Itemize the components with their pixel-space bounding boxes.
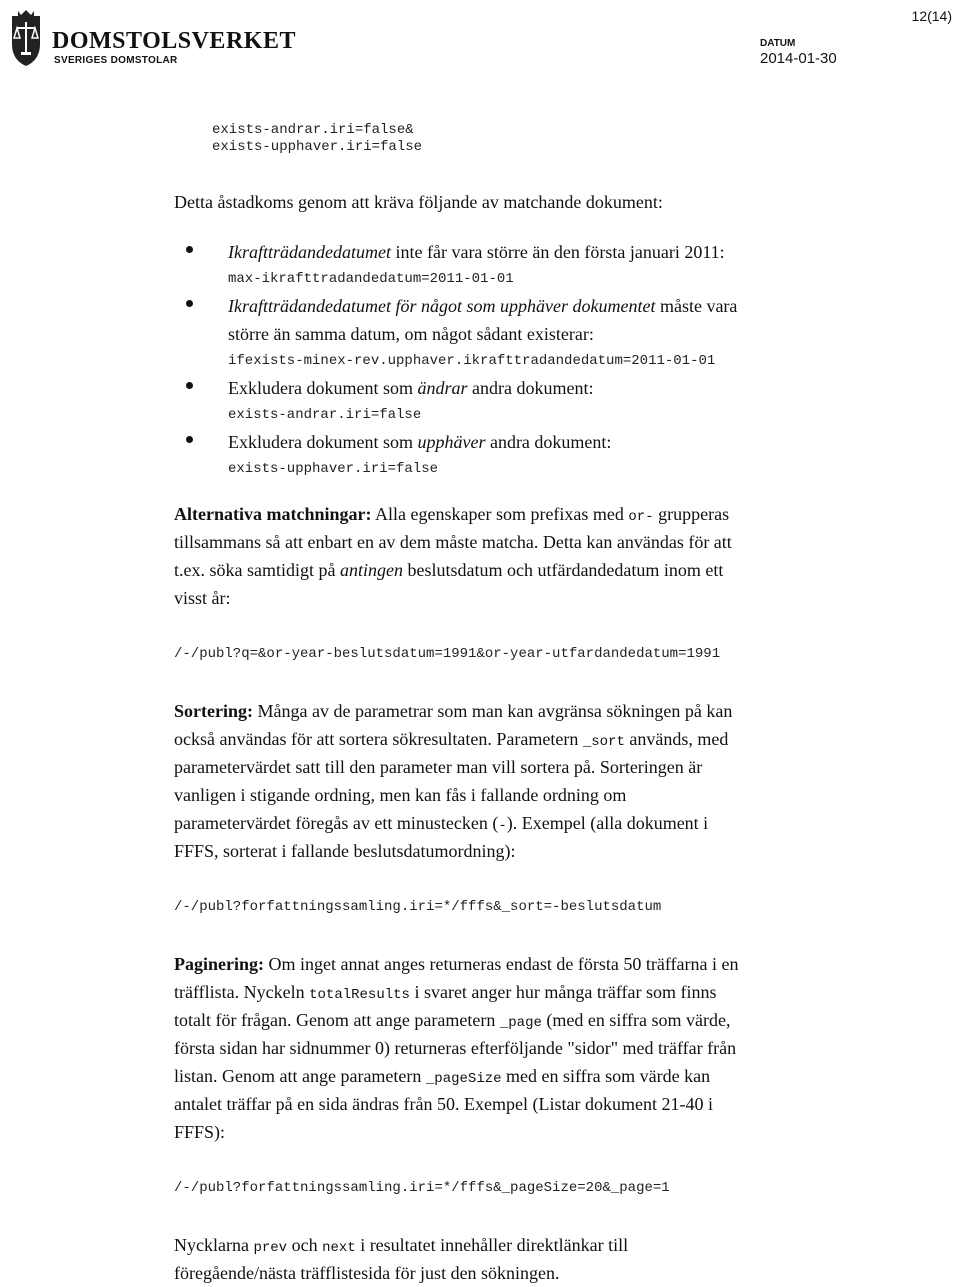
bullet-icon [186, 382, 193, 389]
sort-paragraph-line: parametervärdet föregås av ett minustecken (-). Exempel (alla dokument i [174, 813, 709, 834]
date-value: 2014-01-30 [760, 50, 837, 67]
alt-example-code: /-/publ?q=&or-year-beslutsdatum=1991&or-year-utfardandedatum=1991 [174, 646, 721, 662]
bullet-icon [186, 436, 193, 443]
date-label: DATUM [760, 38, 796, 49]
page-heading: Paginering: [174, 954, 264, 974]
page-paragraph-line: totalt för frågan. Genom att ange parametern _page (med en siffra som värde, [174, 1010, 731, 1031]
bullet-text: Exkludera dokument som upphäver andra dokument: [228, 432, 612, 452]
alt-heading: Alternativa matchningar: [174, 504, 372, 524]
bullet-code: exists-upphaver.iri=false [228, 461, 439, 477]
sort-paragraph-line: Sortering: Många av de parametrar som man kan avgränsa sökningen på kan [174, 701, 733, 721]
sort-heading: Sortering: [174, 701, 253, 721]
sort-paragraph-line: vanligen i stigande ordning, men kan fås i fallande ordning om [174, 785, 627, 805]
list-item [186, 374, 906, 428]
list-item [186, 428, 906, 482]
page-number: 12(14) [911, 8, 952, 24]
sort-example-code: /-/publ?forfattningssamling.iri=*/fffs&_sort=-beslutsdatum [174, 899, 662, 915]
bullet-code: max-ikrafttradandedatum=2011-01-01 [228, 271, 514, 287]
page-paragraph-line: träfflista. Nyckeln totalResults i svaret anger hur många träffar som finns [174, 982, 717, 1003]
bullet-code: exists-andrar.iri=false [228, 407, 422, 423]
brand-name: DOMSTOLSVERKET [52, 28, 296, 54]
code-line: exists-upphaver.iri=false [212, 139, 423, 155]
page-paragraph-line: första sidan har sidnummer 0) returneras efterföljande "sidor" med träffar från [174, 1038, 737, 1058]
sort-paragraph-line: parametervärdet satt till den parameter man vill sortera på. Sorteringen är [174, 757, 703, 777]
final-paragraph-line: föregående/nästa träfflistesida för just den sökningen. [174, 1263, 560, 1283]
bullet-text: Ikraftträdandedatumet inte får vara större än den första januari 2011: [228, 242, 725, 262]
page-example-code: /-/publ?forfattningssamling.iri=*/fffs&_pageSize=20&_page=1 [174, 1180, 670, 1196]
alt-paragraph-line: tillsammans så att enbart en av dem måste matcha. Detta kan användas för att [174, 532, 732, 552]
sort-paragraph-line: också användas för att sortera sökresultaten. Parametern _sort används, med [174, 729, 729, 750]
final-paragraph-line: Nycklarna prev och next i resultatet innehåller direktlänkar till [174, 1235, 629, 1256]
intro-paragraph: Detta åstadkoms genom att kräva följande av matchande dokument: [174, 192, 663, 212]
bullet-text: Ikraftträdandedatumet för något som upphäver dokumentet måste vara [228, 296, 738, 316]
requirements-list [186, 238, 906, 482]
alt-paragraph-line: visst år: [174, 588, 231, 608]
page-paragraph-line: FFFS): [174, 1122, 226, 1142]
sort-paragraph-line: FFFS, sorterat i fallande beslutsdatumordning): [174, 841, 516, 861]
alt-paragraph-line: Alternativa matchningar: Alla egenskaper som prefixas med or- grupperas [174, 504, 730, 525]
brand-subtitle: SVERIGES DOMSTOLAR [54, 55, 178, 66]
code-line: exists-andrar.iri=false& [212, 122, 414, 138]
crest-icon [8, 8, 44, 70]
page-paragraph-line: listan. Genom att ange parametern _pageSize med en siffra som värde kan [174, 1066, 711, 1087]
bullet-text: Exkludera dokument som ändrar andra dokument: [228, 378, 594, 398]
bullet-icon [186, 300, 193, 307]
bullet-code: ifexists-minex-rev.upphaver.ikrafttradandedatum=2011-01-01 [228, 353, 716, 369]
list-item [186, 292, 906, 374]
date-block [760, 38, 837, 67]
page-paragraph-line: antalet träffar på en sida ändras från 50. Exempel (Listar dokument 21-40 i [174, 1094, 713, 1114]
list-item [186, 238, 906, 292]
bullet-icon [186, 246, 193, 253]
bullet-text-cont: större än samma datum, om något sådant existerar: [228, 324, 594, 344]
domstolsverket-logo [8, 8, 296, 70]
alt-paragraph-line: t.ex. söka samtidigt på antingen beslutsdatum och utfärdandedatum inom ett [174, 560, 724, 580]
page-paragraph-line: Paginering: Om inget annat anges returneras endast de första 50 träffarna i en [174, 954, 739, 974]
